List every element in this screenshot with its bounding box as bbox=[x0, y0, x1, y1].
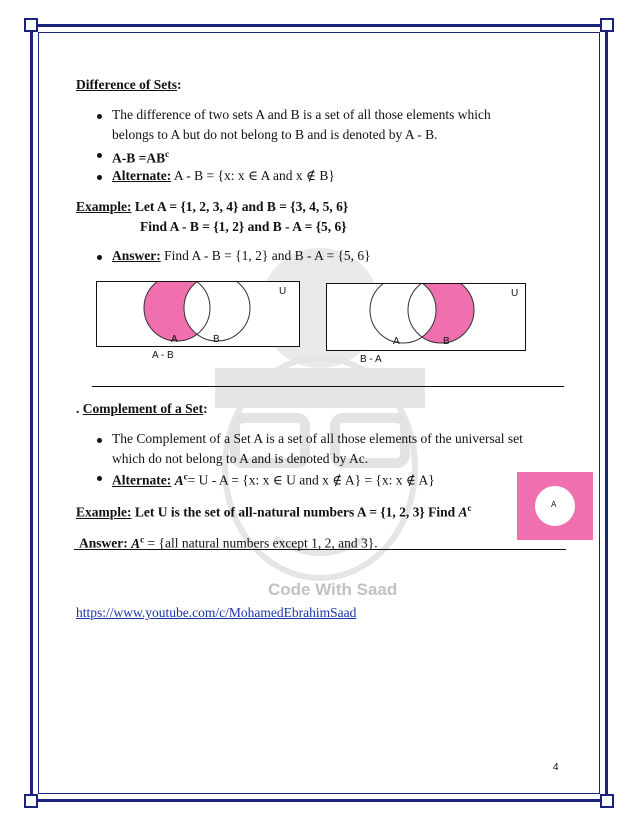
complement-diagram bbox=[517, 472, 593, 540]
difference-example-line1 bbox=[76, 198, 348, 215]
difference-heading-line bbox=[76, 76, 181, 93]
difference-answer bbox=[112, 247, 371, 264]
complement-symbol: A bbox=[131, 535, 141, 551]
youtube-channel-link[interactable]: https://www.youtube.com/c/MohamedEbrahimSaad bbox=[76, 605, 357, 620]
formula-sup: c bbox=[165, 149, 170, 159]
example-text: Let U is the set of all-natural numbers A = {1, 2, 3} Find bbox=[131, 504, 459, 520]
corner-ornament-br bbox=[600, 794, 614, 808]
answer-label: Answer: bbox=[79, 535, 128, 551]
difference-alternate bbox=[112, 167, 335, 184]
complement-definition-line1: The Complement of a Set A is a set of all those elements of the universal set bbox=[112, 431, 523, 446]
bullet-dot bbox=[97, 114, 102, 119]
section-divider bbox=[92, 386, 564, 387]
complement-heading-line bbox=[76, 400, 208, 417]
universal-label: U bbox=[511, 288, 519, 299]
section-divider bbox=[74, 549, 566, 550]
example-label: Example: bbox=[76, 199, 132, 214]
answer-text: Find A - B = {1, 2} and B - A = {5, 6} bbox=[160, 248, 371, 263]
bullet-dot bbox=[97, 153, 102, 158]
corner-ornament-tl bbox=[24, 18, 38, 32]
difference-definition-line2: belongs to A but do not belong to B and is denoted by A - B. bbox=[112, 127, 438, 142]
formula-text: A-B =AB bbox=[112, 150, 166, 166]
bullet-dot bbox=[97, 175, 102, 180]
set-a-label: A bbox=[551, 500, 557, 509]
set-a-label: A bbox=[393, 336, 400, 347]
difference-example-line2: Find A - B = {1, 2} and B - A = {5, 6} bbox=[140, 219, 347, 234]
set-b-label: B bbox=[213, 334, 220, 345]
complement-symbol: A bbox=[174, 472, 184, 488]
venn-a-minus-b-drawing bbox=[97, 282, 299, 346]
universal-label: U bbox=[279, 286, 287, 297]
complement-sup: c bbox=[140, 534, 145, 544]
alternate-label: Alternate: bbox=[112, 168, 172, 183]
example-label: Example: bbox=[76, 504, 132, 520]
bullet-dot bbox=[97, 438, 102, 443]
complement-definition-line2: which do not belong to A and is denoted by Ac. bbox=[112, 451, 369, 466]
venn-caption-a-minus-b: A - B bbox=[152, 350, 174, 361]
example-text: Let A = {1, 2, 3, 4} and B = {3, 4, 5, 6} bbox=[131, 199, 349, 214]
alternate-text: = U - A = {x: x ∈ U and x ∉ A} = {x: x ∉ A} bbox=[187, 472, 435, 488]
complement-sup: c bbox=[183, 471, 188, 481]
difference-heading: Difference of Sets bbox=[76, 77, 177, 92]
complement-example bbox=[76, 500, 471, 521]
watermark-text: Code With Saad bbox=[268, 580, 398, 599]
set-b-label: B bbox=[443, 336, 450, 347]
venn-diagram-b-minus-a bbox=[326, 283, 526, 351]
difference-formula bbox=[112, 146, 169, 167]
complement-symbol: A bbox=[458, 504, 468, 520]
alternate-text: A - B = {x: x ∈ A and x ∉ B} bbox=[171, 168, 335, 183]
venn-diagram-a-minus-b bbox=[96, 281, 300, 347]
corner-ornament-tr bbox=[600, 18, 614, 32]
complement-heading: Complement of a Set bbox=[82, 401, 204, 416]
difference-definition-line1: The difference of two sets A and B is a set of all those elements which bbox=[112, 107, 491, 122]
bullet-dot bbox=[97, 255, 102, 260]
heading-colon: : bbox=[176, 77, 182, 92]
heading-prefix: . bbox=[76, 401, 83, 416]
complement-sup: c bbox=[467, 503, 472, 513]
bullet-dot bbox=[97, 476, 102, 481]
venn-b-minus-a-drawing bbox=[327, 284, 525, 350]
answer-label: Answer: bbox=[112, 248, 161, 263]
page-number: 4 bbox=[553, 762, 559, 773]
alternate-label: Alternate: bbox=[112, 472, 172, 488]
answer-text: = {all natural numbers except 1, 2, and 3}. bbox=[144, 535, 378, 551]
corner-ornament-bl bbox=[24, 794, 38, 808]
complement-alternate bbox=[112, 468, 435, 489]
venn-caption-b-minus-a: B - A bbox=[360, 354, 382, 365]
set-a-label: A bbox=[171, 334, 178, 345]
heading-colon: : bbox=[203, 401, 208, 416]
